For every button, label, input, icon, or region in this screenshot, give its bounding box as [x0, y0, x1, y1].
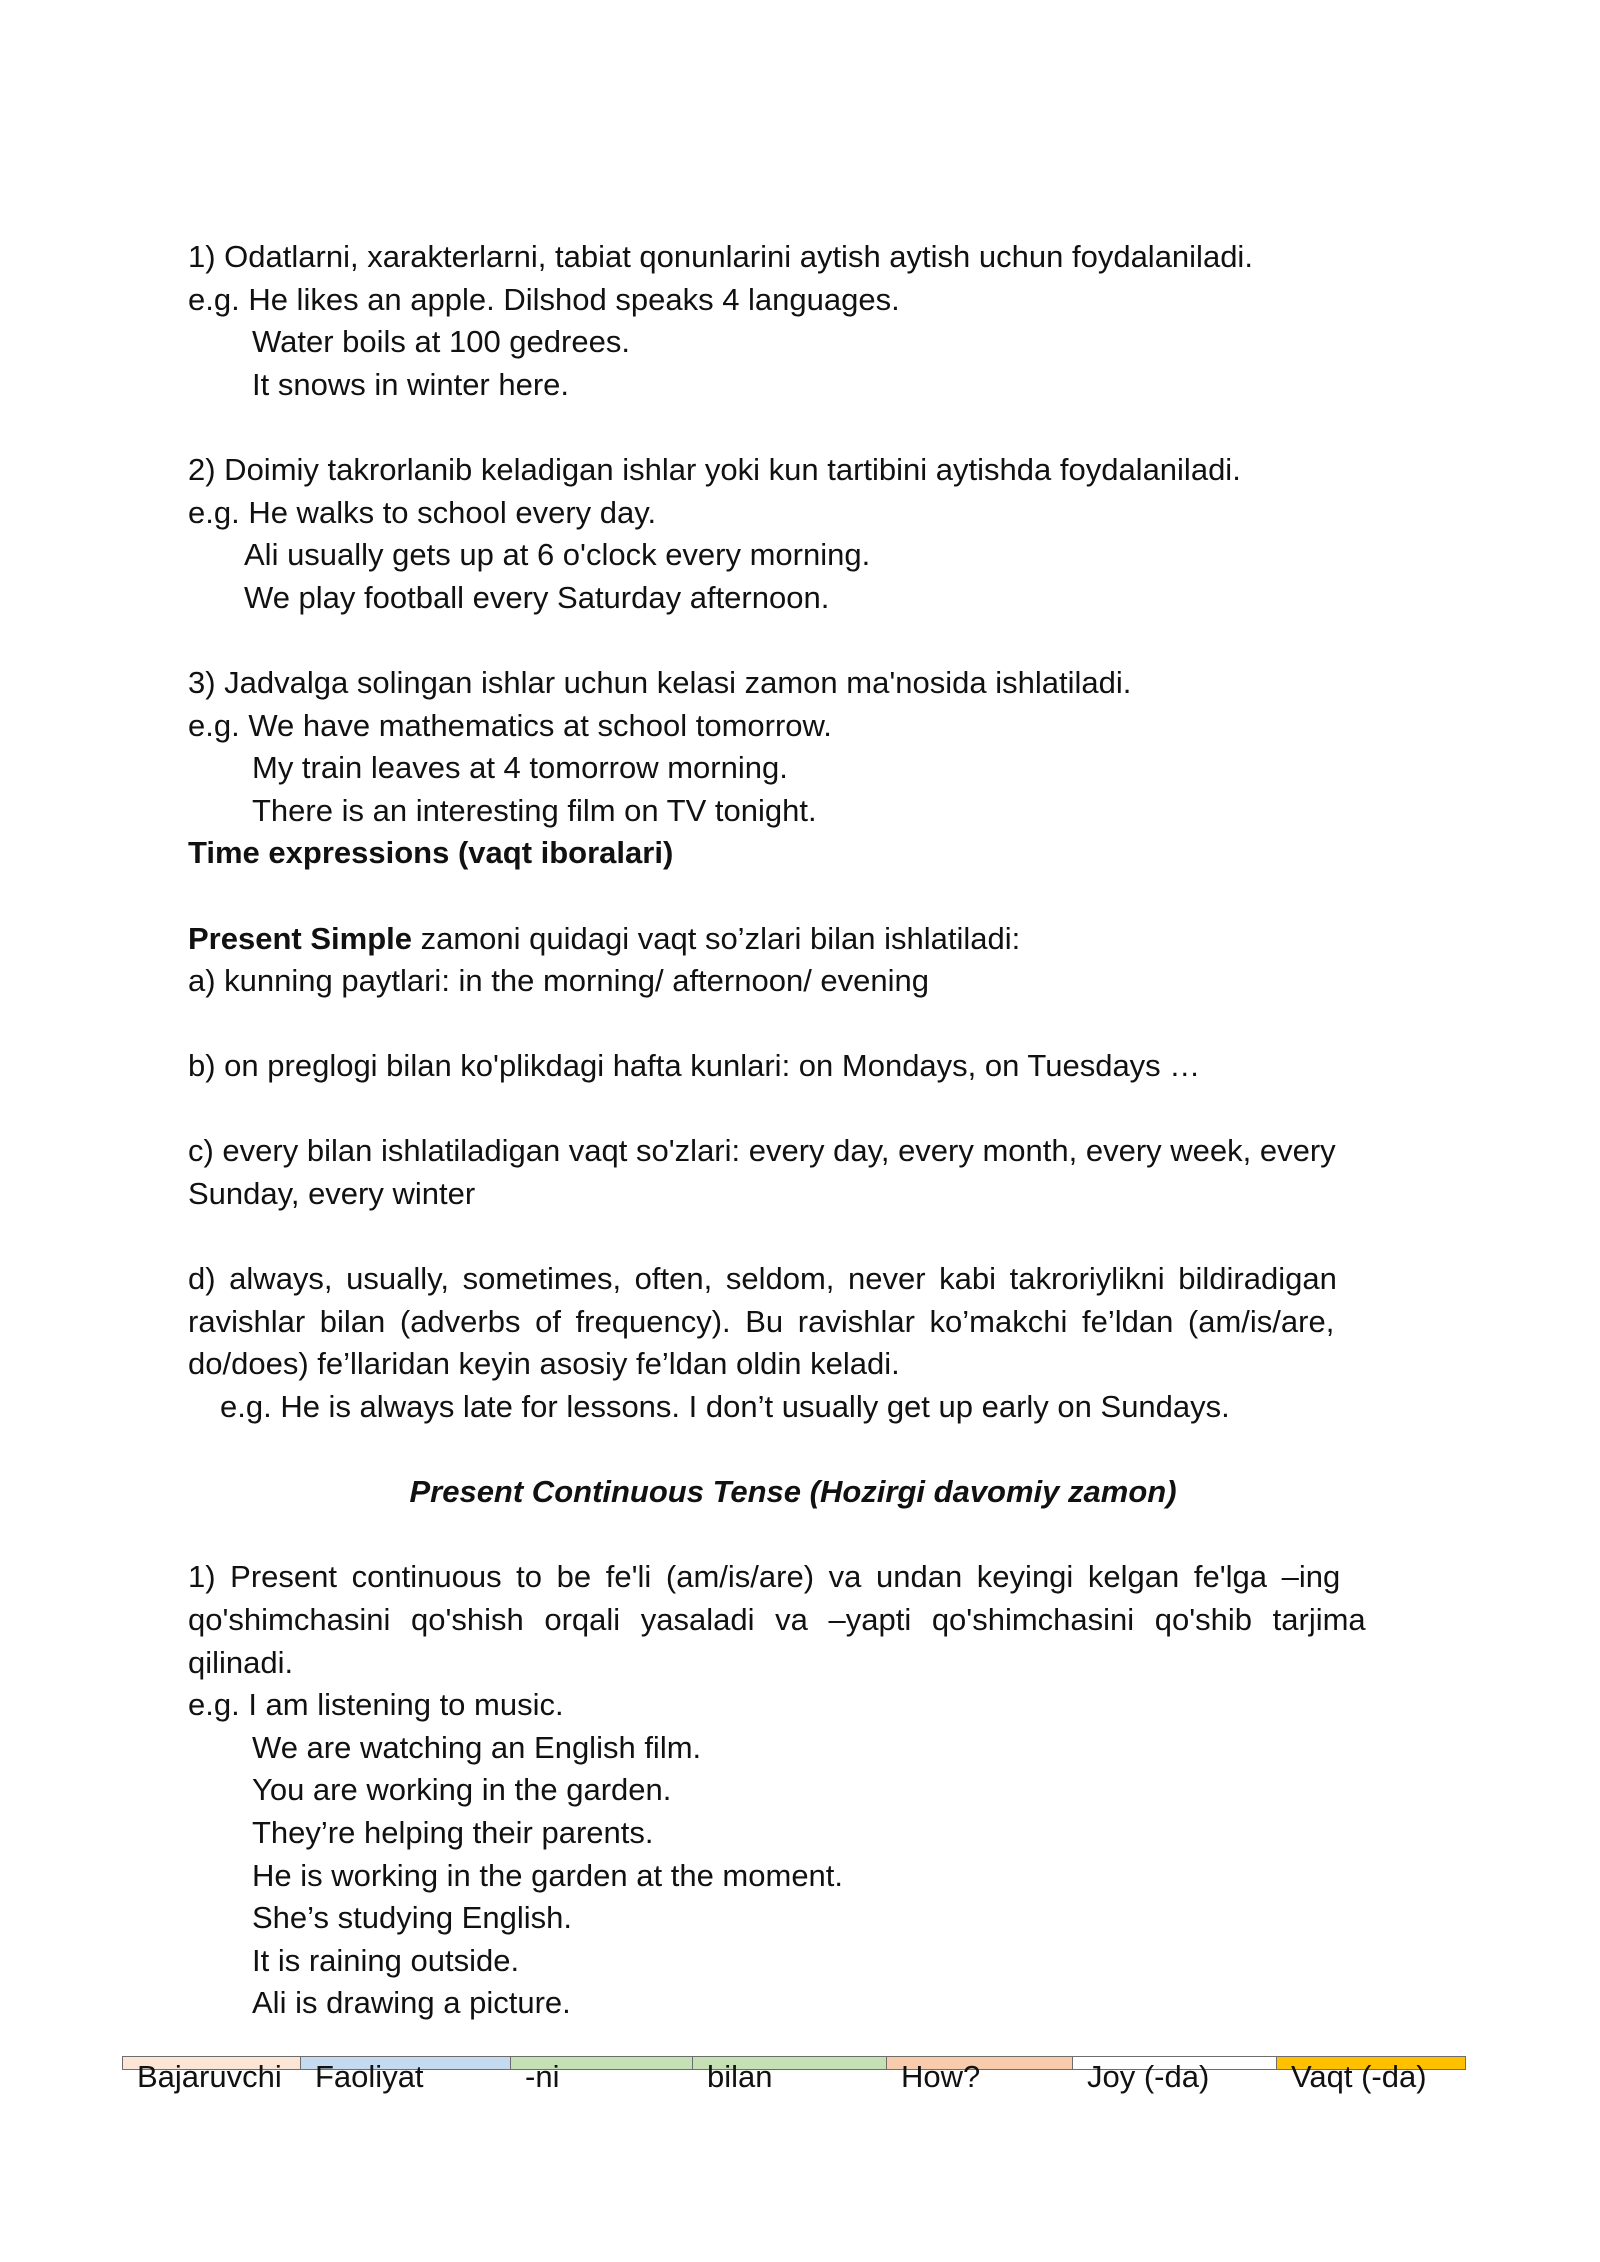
table-cell-label: Faoliyat	[315, 2059, 424, 2094]
rule2-example-1: e.g. He walks to school every day.	[188, 494, 657, 530]
table-cell-label: Joy (-da)	[1087, 2059, 1210, 2094]
present-simple-term: Present Simple	[188, 920, 412, 956]
spacer	[188, 1003, 1398, 1046]
rule2-example-2: Ali usually gets up at 6 o'clock every morning.	[244, 537, 871, 573]
table-cell-label: -ni	[525, 2059, 560, 2094]
rule3-heading: 3) Jadvalga solingan ishlar uchun kelasi zamon ma'nosida ishlatiladi.	[188, 664, 1132, 700]
document-body	[188, 236, 1398, 2025]
continuous-rule-line2: qo'shimchasini qo'shish orqali yasaladi va –yapti qo'shimchasini qo'shib tarjima	[188, 1602, 1366, 1637]
spacer	[188, 875, 1398, 918]
time-expression-d-line1: d) always, usually, sometimes, often, seldom, never kabi takroriylikni bildiradigan	[188, 1261, 1337, 1297]
spacer	[188, 1088, 1398, 1131]
present-simple-intro	[188, 918, 1398, 961]
continuous-example-4: They’re helping their parents.	[252, 1814, 654, 1850]
continuous-example-6: She’s studying English.	[252, 1900, 572, 1936]
rule2-heading: 2) Doimiy takrorlanib keladigan ishlar yoki kun tartibini aytishda foydalaniladi.	[188, 451, 1241, 487]
continuous-rule-line1: 1) Present continuous to be fe'li (am/is/are) va undan keyingi kelgan fe'lga –ing	[188, 1559, 1341, 1595]
table-cell-bilan	[693, 2057, 887, 2094]
rule3-example-1: e.g. We have mathematics at school tomorrow.	[188, 707, 832, 743]
table-cell-label: How?	[901, 2059, 981, 2094]
table-cell-label: Vaqt (-da)	[1291, 2059, 1427, 2094]
rule1-example-2: Water boils at 100 gedrees.	[252, 324, 630, 360]
table-cell-bajaruvchi	[123, 2057, 301, 2094]
time-expression-d-line2: ravishlar bilan (adverbs of frequency). Bu ravishlar ko’makchi fe’ldan (am/is/are,	[188, 1303, 1335, 1339]
time-expression-b: b) on preglogi bilan ko'plikdagi hafta kunlari: on Mondays, on Tuesdays …	[188, 1048, 1201, 1084]
time-expression-c-line2: Sunday, every winter	[188, 1176, 476, 1212]
continuous-rule-line3: qilinadi.	[188, 1644, 294, 1680]
continuous-example-5: He is working in the garden at the moment.	[252, 1857, 844, 1893]
rule1-example-1: e.g. He likes an apple. Dilshod speaks 4 languages.	[188, 281, 900, 317]
present-continuous-title: Present Continuous Tense (Hozirgi davomiy zamon)	[409, 1474, 1177, 1510]
spacer	[188, 619, 1398, 662]
table-cell-label: bilan	[707, 2059, 773, 2094]
sentence-structure-table	[122, 2056, 1466, 2094]
continuous-example-7: It is raining outside.	[252, 1942, 520, 1978]
spacer	[188, 1514, 1398, 1557]
rule2-example-3: We play football every Saturday afternoon.	[244, 579, 830, 615]
present-simple-intro-text: zamoni quidagi vaqt so’zlari bilan ishlatiladi:	[411, 920, 1021, 956]
rule3-example-3: There is an interesting film on TV tonight.	[252, 792, 817, 828]
spacer	[188, 1429, 1398, 1472]
time-expressions-heading: Time expressions (vaqt iboralari)	[188, 835, 674, 871]
table-cell-vaqt	[1277, 2057, 1465, 2094]
time-expression-c-line1: c) every bilan ishlatiladigan vaqt so'zlari: every day, every month, every week, every	[188, 1133, 1336, 1169]
continuous-example-3: You are working in the garden.	[252, 1772, 672, 1808]
rule1-example-3: It snows in winter here.	[252, 366, 570, 402]
continuous-example-1: e.g. I am listening to music.	[188, 1687, 564, 1723]
table-cell-joy	[1073, 2057, 1277, 2094]
time-expression-d-example: e.g. He is always late for lessons. I don’t usually get up early on Sundays.	[220, 1389, 1230, 1425]
time-expression-a: a) kunning paytlari: in the morning/ afternoon/ evening	[188, 963, 930, 999]
time-expression-d-line3: do/does) fe’llaridan keyin asosiy fe’ldan oldin keladi.	[188, 1346, 900, 1382]
continuous-example-8: Ali is drawing a picture.	[252, 1985, 571, 2021]
table-cell-label: Bajaruvchi	[137, 2059, 282, 2094]
table-cell-ni	[511, 2057, 693, 2094]
rule1-heading: 1) Odatlarni, xarakterlarni, tabiat qonunlarini aytish aytish uchun foydalaniladi.	[188, 239, 1253, 274]
rule3-example-2: My train leaves at 4 tomorrow morning.	[252, 750, 788, 786]
continuous-example-2: We are watching an English film.	[252, 1729, 702, 1765]
spacer	[188, 1216, 1398, 1259]
spacer	[188, 406, 1398, 449]
table-cell-faoliyat	[301, 2057, 511, 2094]
table-cell-how	[887, 2057, 1073, 2094]
